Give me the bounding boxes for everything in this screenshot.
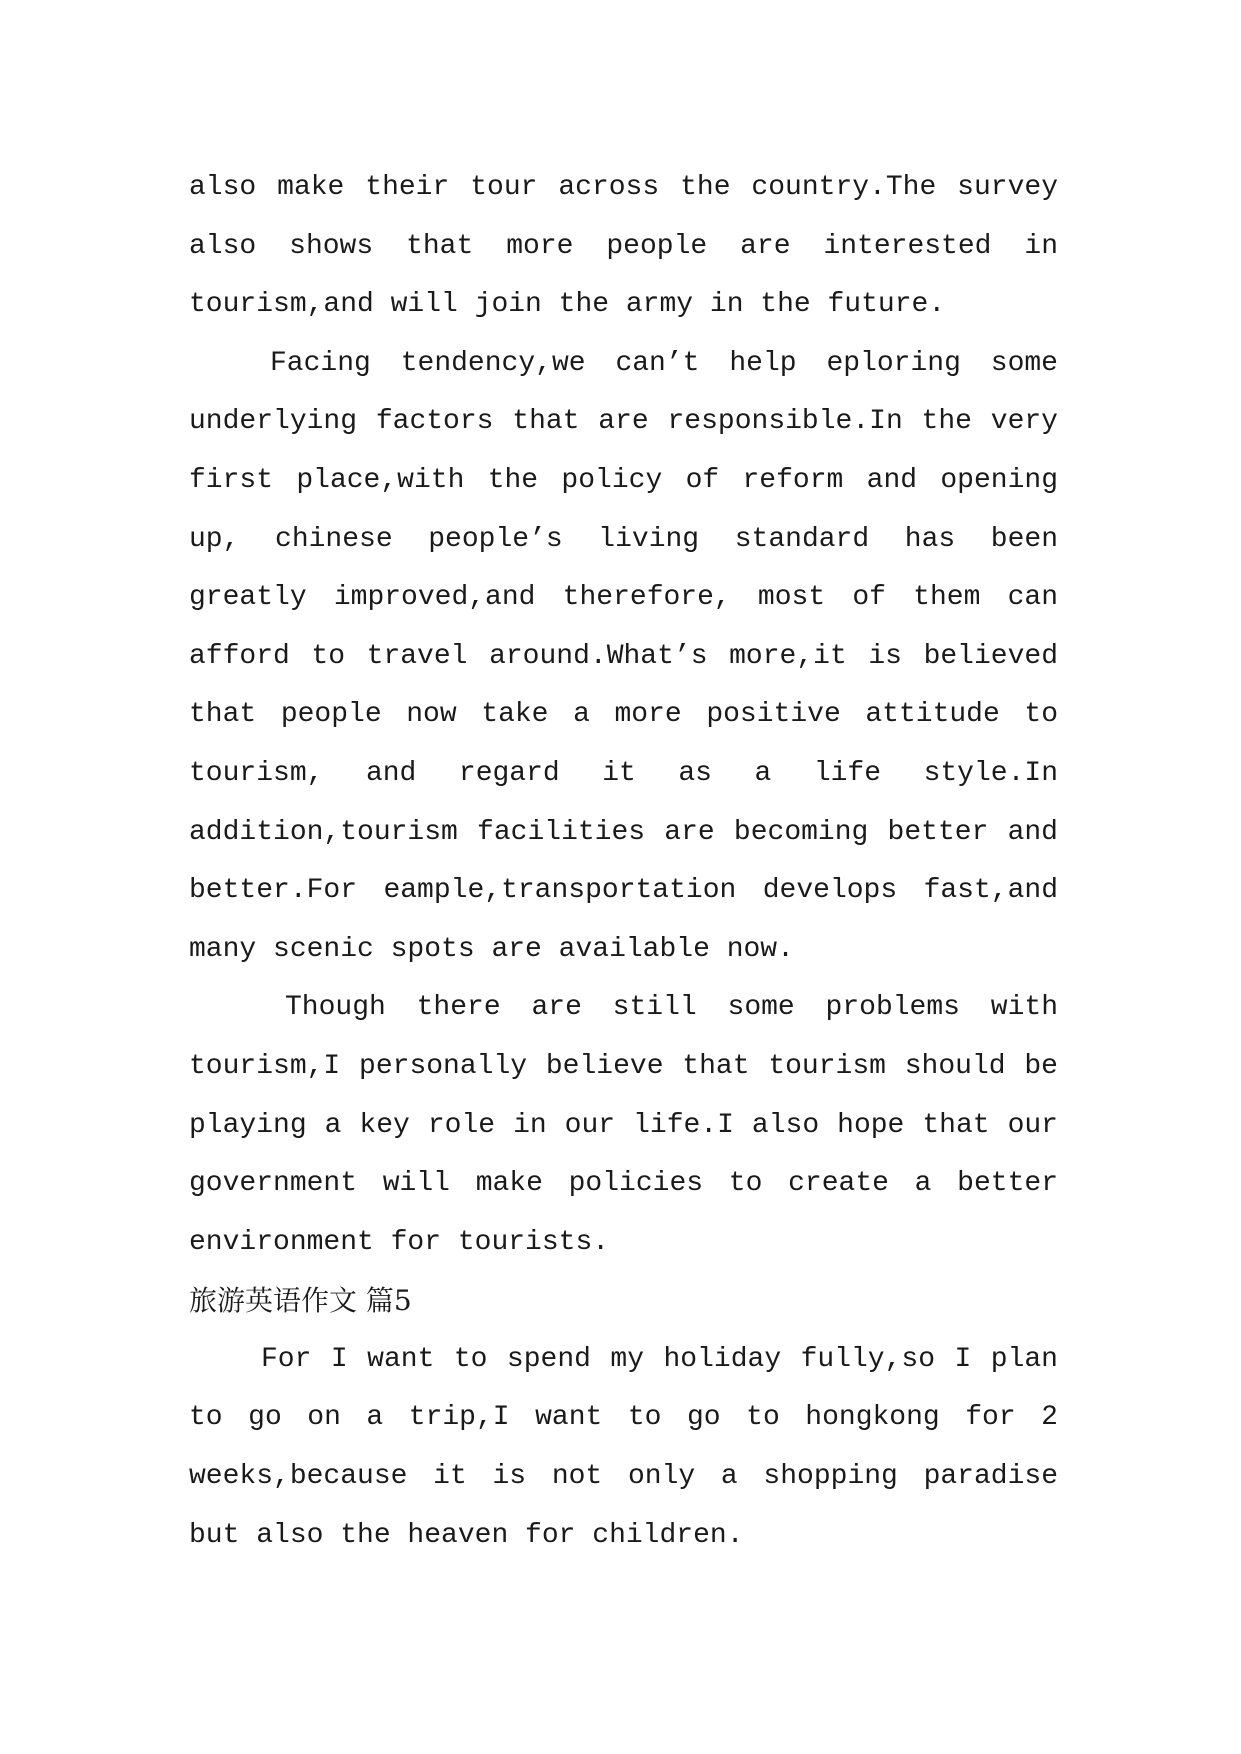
text-line: Though there are still some problems with — [285, 992, 1058, 1024]
text-line: but also the heaven for children. — [189, 1519, 744, 1551]
paragraph-1 — [189, 159, 1058, 335]
text-line: playing a key role in our life.I also hope that our — [189, 1109, 1058, 1141]
text-line: that people now take a more positive attitude to — [189, 699, 1058, 731]
document-page — [189, 159, 1058, 1565]
text-line: afford to travel around.What’s more,it is believed — [189, 640, 1058, 672]
text-line: also make their tour across the country.The survey — [189, 172, 1058, 203]
text-line: government will make policies to create a better — [189, 1168, 1058, 1200]
text-line: environment for tourists. — [189, 1226, 610, 1258]
text-line: tourism,and will join the army in the future. — [189, 289, 946, 321]
text-line: greatly improved,and therefore, most of them can — [189, 582, 1058, 614]
text-line: better.For eample,transportation develops fast,and — [189, 875, 1058, 907]
paragraph-5 — [189, 1331, 1058, 1565]
text-line: up, chinese people’s living standard has been — [189, 523, 1058, 555]
paragraph-3 — [189, 979, 1058, 1272]
text-line: tourism, and regard it as a life style.In — [189, 757, 1058, 789]
text-line: underlying factors that are responsible.In the very — [189, 406, 1058, 438]
paragraph-2 — [189, 335, 1058, 980]
text-line: many scenic spots are available now. — [189, 933, 794, 965]
text-line: For I want to spend my holiday fully,so I plan — [261, 1343, 1058, 1375]
text-line: Facing tendency,we can’t help eploring some — [270, 347, 1058, 379]
text-line: tourism,I personally believe that tourism should be — [189, 1050, 1058, 1082]
text-line: addition,tourism facilities are becoming better and — [189, 816, 1058, 848]
text-line: first place,with the policy of reform and opening — [189, 464, 1058, 496]
text-line: weeks,because it is not only a shopping paradise — [189, 1461, 1058, 1493]
text-line: to go on a trip,I want to go to hongkong for 2 — [189, 1402, 1058, 1434]
section-heading: 旅游英语作文 篇5 — [189, 1284, 412, 1318]
text-line: also shows that more people are interested in — [189, 230, 1058, 262]
